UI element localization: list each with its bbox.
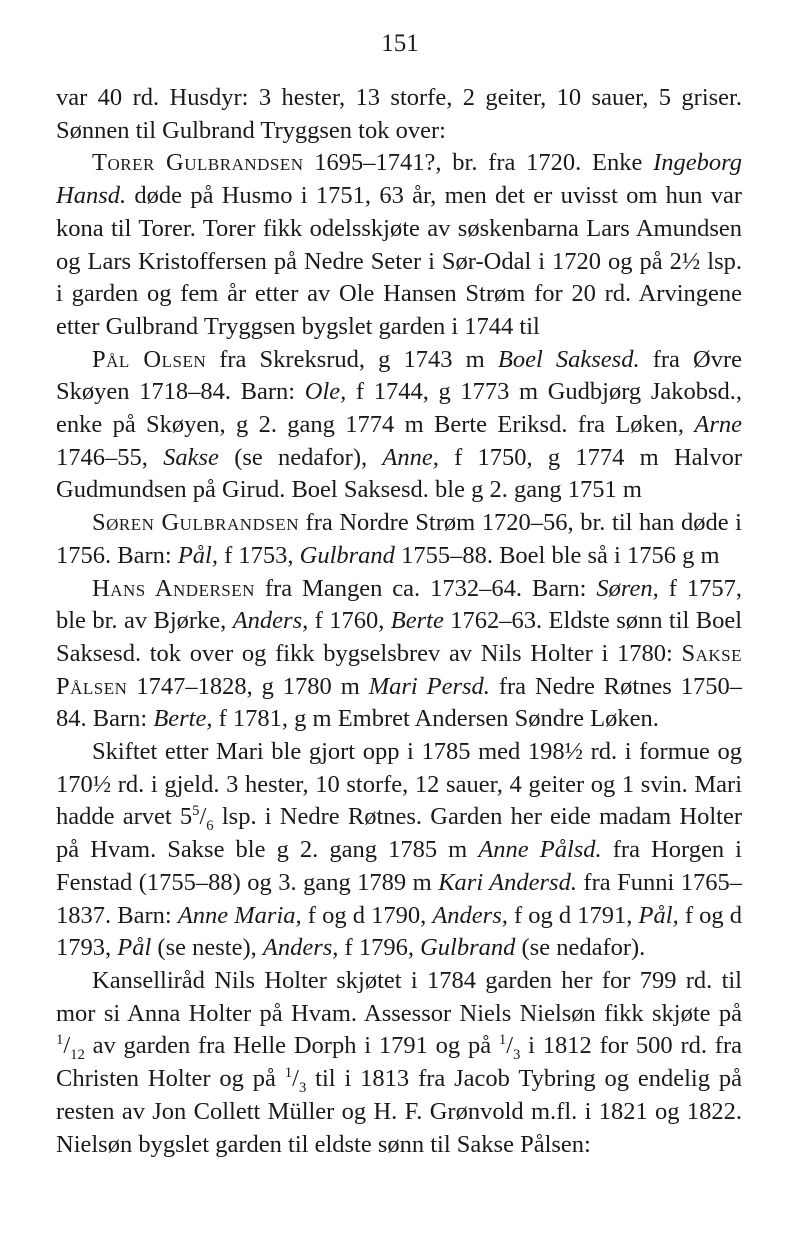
paragraph bbox=[56, 736, 742, 965]
person-name: Søren Gulbrandsen bbox=[92, 509, 299, 537]
italic-name: Anders, bbox=[262, 934, 339, 962]
body-text bbox=[56, 82, 742, 1161]
text-run: døde på Husmo i 1751, 63 år, men det er uvisst om hun var kona til Torer. Torer fikk odelsskjøte av søskenbarna Lars Amundsen og Lars Kristoffersen på Nedre Seter i Sør-Odal i 1720 og på 2½ lsp. i garden og fem år etter av Ole Hansen Strøm for 20 rd. Arvingene etter Gulbrand Tryggsen bygslet garden i 1744 til bbox=[56, 182, 742, 340]
italic-name: Gulbrand bbox=[299, 541, 395, 569]
italic-name: Pål, bbox=[177, 541, 218, 569]
italic-name: Berte, bbox=[153, 705, 213, 733]
text-run: til i 1813 fra Jacob Tybring og endelig på resten av Jon Collett Müller og H. F. Grønvold m.fl. i 1821 og 1822. Nielsøn bygslet garden til eldste sønn til Sakse Pålsen: bbox=[56, 1065, 742, 1158]
paragraph bbox=[56, 344, 742, 508]
page-number: 151 bbox=[381, 30, 419, 57]
text-run: (se nedafor). bbox=[515, 934, 646, 962]
text-run: 3 bbox=[298, 1079, 307, 1096]
person-name: Hans Andersen bbox=[92, 574, 255, 602]
text-run: 12 bbox=[70, 1047, 85, 1064]
paragraph bbox=[56, 82, 742, 147]
text-run: 1762–63. Eldste sønn til Boel Saksesd. tok over og fikk bygselsbrev av Nils Holter i 1780: bbox=[56, 607, 742, 667]
italic-name: Søren, bbox=[596, 574, 659, 602]
text-run: Skiftet etter Mari ble gjort opp i 1785 med 198½ rd. i formue og 170½ rd. i gjeld. 3 hester, 10 storfe, 12 sauer, 4 geiter og 1 svin. Mari hadde arvet 5 bbox=[56, 738, 742, 831]
italic-name: Anne Pålsd. bbox=[478, 836, 602, 864]
italic-name: Boel Saksesd. bbox=[497, 345, 640, 373]
text-run: fra Skreksrud, g 1743 m bbox=[206, 345, 498, 373]
italic-name: Kari Andersd. bbox=[438, 868, 577, 896]
person-name: Pål Olsen bbox=[92, 345, 207, 373]
italic-name: Ole, bbox=[304, 378, 347, 406]
text-run: fra Funni 1765–1837. Barn: bbox=[56, 868, 743, 929]
italic-name: Anders, bbox=[432, 901, 508, 929]
text-run: av garden fra Helle Dorph i 1791 og på bbox=[84, 1032, 499, 1060]
text-run: (se neste), bbox=[151, 934, 263, 962]
text-run: fra Nedre Røtnes 1750–84. Barn: bbox=[56, 672, 742, 733]
text-run: fra Nordre Strøm 1720–56, br. til han døde i 1756. Barn: bbox=[56, 509, 742, 569]
text-run: f 1750, g 1774 m Halvor Gudmundsen på Girud. Boel Saksesd. ble g 2. gang 1751 m bbox=[56, 443, 743, 504]
text-run: f 1796, bbox=[338, 934, 421, 962]
paragraph bbox=[56, 507, 742, 572]
text-run: 1747–1828, g 1780 m bbox=[127, 672, 369, 700]
text-run: 1 bbox=[498, 1032, 507, 1049]
text-run: f og d 1790, bbox=[301, 901, 433, 929]
text-run: fra Øvre Skøyen 1718–84. Barn: bbox=[56, 345, 742, 406]
person-name: Sakse Pålsen bbox=[56, 639, 742, 700]
text-run: / bbox=[199, 803, 207, 831]
italic-name: Mari Persd. bbox=[368, 672, 490, 700]
text-run: f 1757, ble br. av Bjørke, bbox=[56, 574, 742, 635]
text-run: / bbox=[63, 1032, 71, 1060]
text-run: f 1781, g m Embret Andersen Søndre Løken. bbox=[212, 705, 659, 733]
text-run: / bbox=[292, 1065, 299, 1093]
italic-name: Gulbrand bbox=[420, 934, 516, 962]
text-run: lsp. i Nedre Røtnes. Garden her eide madam Holter på Hvam. Sakse ble g 2. gang 1785 m bbox=[56, 803, 742, 864]
italic-name: Ingeborg Hansd. bbox=[56, 149, 742, 210]
text-run: 1755–88. Boel ble så i 1756 g m bbox=[394, 541, 720, 569]
text-run: 1 bbox=[284, 1064, 293, 1081]
italic-name: Anders, bbox=[232, 607, 309, 635]
italic-name: Pål bbox=[117, 934, 152, 962]
italic-name: Arne bbox=[694, 411, 742, 439]
text-run: 1 bbox=[56, 1032, 64, 1049]
text-run: var 40 rd. Husdyr: 3 hester, 13 storfe, 2 geiter, 10 sauer, 5 griser. Sønnen til Gulbrand Tryggsen tok over: bbox=[56, 84, 742, 144]
text-run: 3 bbox=[513, 1047, 521, 1064]
text-run: / bbox=[506, 1032, 514, 1060]
paragraph bbox=[56, 573, 742, 737]
italic-name: Pål, bbox=[638, 901, 679, 929]
text-run: f 1753, bbox=[217, 541, 300, 569]
italic-name: Berte bbox=[390, 607, 444, 635]
italic-name: Anne Maria, bbox=[177, 901, 302, 929]
text-run: f 1760, bbox=[308, 607, 391, 635]
paragraph bbox=[56, 965, 742, 1161]
text-run: 1746–55, bbox=[56, 443, 164, 471]
text-run: 5 bbox=[192, 803, 200, 820]
text-run: fra Horgen i Fenstad (1755–88) og 3. gang 1789 m bbox=[56, 836, 742, 896]
text-run: fra Mangen ca. 1732–64. Barn: bbox=[254, 574, 597, 602]
italic-name: Sakse bbox=[163, 443, 219, 471]
person-name: Torer Gulbrandsen bbox=[92, 149, 304, 177]
text-run: i 1812 for 500 rd. fra Christen Holter og på bbox=[56, 1032, 742, 1093]
text-run: 6 bbox=[206, 818, 214, 835]
italic-name: Anne, bbox=[382, 443, 439, 471]
text-run: f 1744, g 1773 m Gudbjørg Jakobsd., enke på Skøyen, g 2. gang 1774 m Berte Eriksd. fra Løken, bbox=[56, 378, 743, 439]
text-run: f og d 1793, bbox=[56, 901, 742, 962]
text-run: 1695–1741?, br. fra 1720. Enke bbox=[303, 149, 654, 177]
text-run: Kanselliråd Nils Holter skjøtet i 1784 garden her for 799 rd. til mor si Anna Holter på Hvam. Assessor Niels Nielsøn fikk skjøte på bbox=[56, 966, 742, 1027]
text-run: f og d 1791, bbox=[507, 901, 639, 929]
text-run: (se nedafor), bbox=[218, 443, 383, 471]
paragraph bbox=[56, 147, 742, 343]
